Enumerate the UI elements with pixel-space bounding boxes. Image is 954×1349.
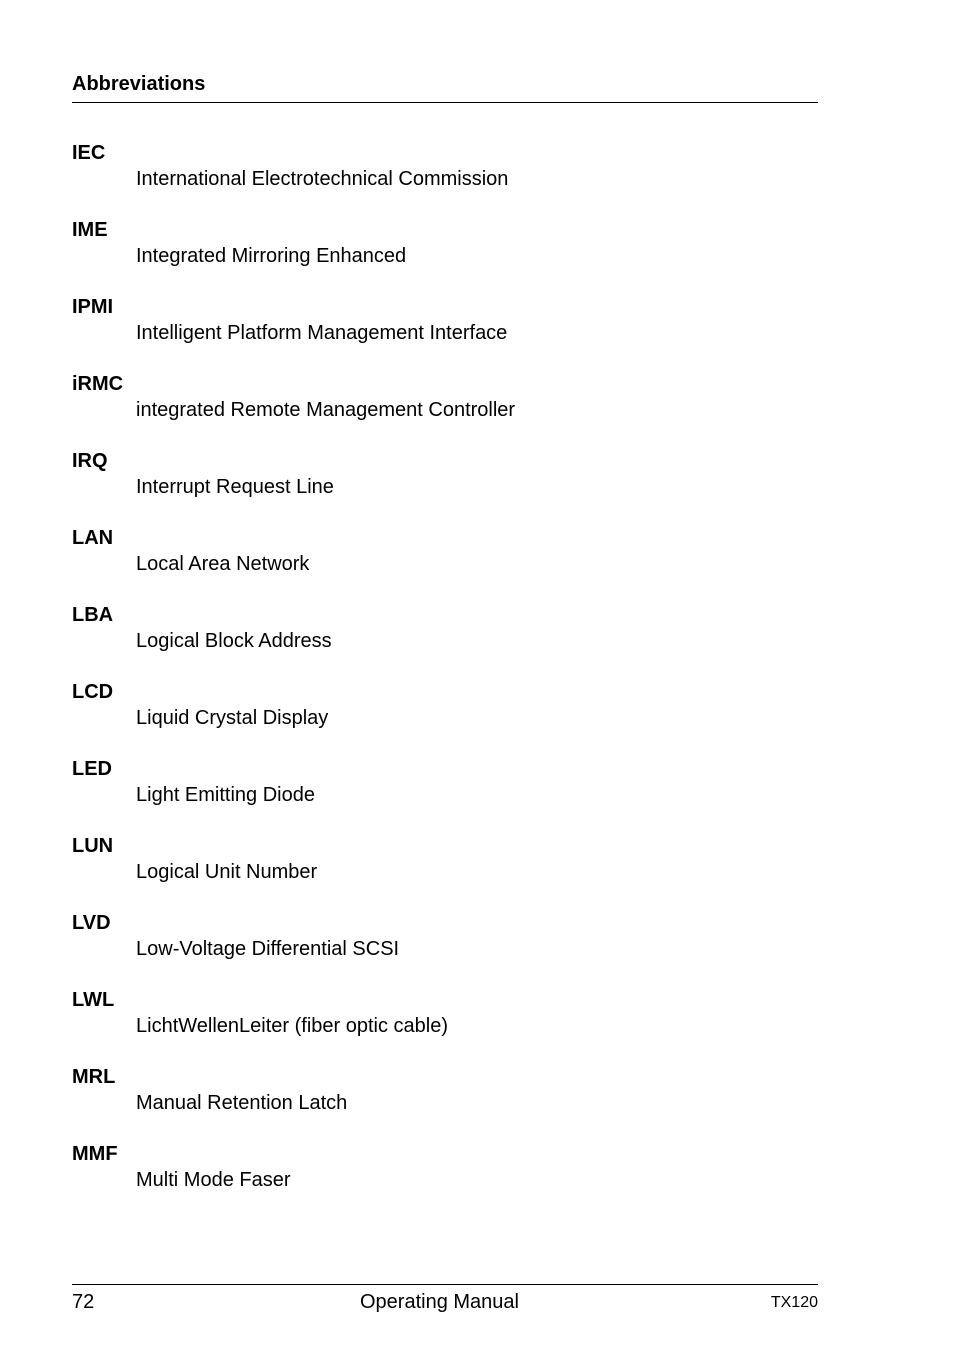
abbreviation-term: LED	[72, 758, 112, 780]
abbreviation-definition: Logical Unit Number	[136, 861, 318, 883]
abbreviation-entry	[72, 833, 818, 910]
abbreviation-term: IRQ	[72, 450, 108, 472]
abbreviation-term: LWL	[72, 989, 115, 1011]
abbreviation-definition: LichtWellenLeiter (fiber optic cable)	[136, 1015, 449, 1037]
abbreviation-definition: International Electrotechnical Commission	[136, 168, 509, 190]
abbreviation-entry	[72, 987, 818, 1064]
abbreviation-definition: Manual Retention Latch	[136, 1092, 348, 1114]
abbreviation-entry	[72, 602, 818, 679]
abbreviation-definition: Logical Block Address	[136, 630, 332, 652]
abbreviation-term: LVD	[72, 912, 111, 934]
abbreviation-entry	[72, 679, 818, 756]
abbreviation-term: LCD	[72, 681, 114, 703]
abbreviation-definition: Interrupt Request Line	[136, 476, 334, 498]
abbreviation-term: IEC	[72, 142, 106, 164]
page-header	[72, 72, 818, 103]
abbreviation-term: IPMI	[72, 296, 114, 318]
manual-title: Operating Manual	[360, 1291, 519, 1313]
abbreviation-entry	[72, 294, 818, 371]
abbreviation-term: LAN	[72, 527, 114, 549]
abbreviation-entry	[72, 1064, 818, 1141]
abbreviation-entry	[72, 371, 818, 448]
abbreviation-term: MMF	[72, 1143, 118, 1165]
abbreviation-entry	[72, 756, 818, 833]
abbreviation-list	[72, 140, 818, 1218]
abbreviation-definition: Light Emitting Diode	[136, 784, 315, 806]
section-title: Abbreviations	[72, 73, 206, 95]
abbreviation-term: MRL	[72, 1066, 116, 1088]
abbreviation-definition: Local Area Network	[136, 553, 310, 575]
abbreviation-entry	[72, 217, 818, 294]
abbreviation-definition: Low-Voltage Differential SCSI	[136, 938, 400, 960]
page-number: 72	[72, 1291, 95, 1313]
abbreviation-definition: Liquid Crystal Display	[136, 707, 329, 729]
abbreviation-definition: Multi Mode Faser	[136, 1169, 291, 1191]
abbreviation-entry	[72, 1141, 818, 1218]
abbreviation-term: LBA	[72, 604, 114, 626]
abbreviation-entry	[72, 910, 818, 987]
abbreviation-entry	[72, 525, 818, 602]
abbreviation-entry	[72, 448, 818, 525]
abbreviation-term: IME	[72, 219, 108, 241]
abbreviation-definition: Integrated Mirroring Enhanced	[136, 245, 407, 267]
abbreviation-definition: Intelligent Platform Management Interface	[136, 322, 508, 344]
abbreviation-term: iRMC	[72, 373, 124, 395]
page-footer	[72, 1284, 818, 1325]
abbreviation-term: LUN	[72, 835, 114, 857]
abbreviation-definition: integrated Remote Management Controller	[136, 399, 516, 421]
abbreviation-entry	[72, 140, 818, 217]
model-name: TX120	[770, 1294, 818, 1311]
